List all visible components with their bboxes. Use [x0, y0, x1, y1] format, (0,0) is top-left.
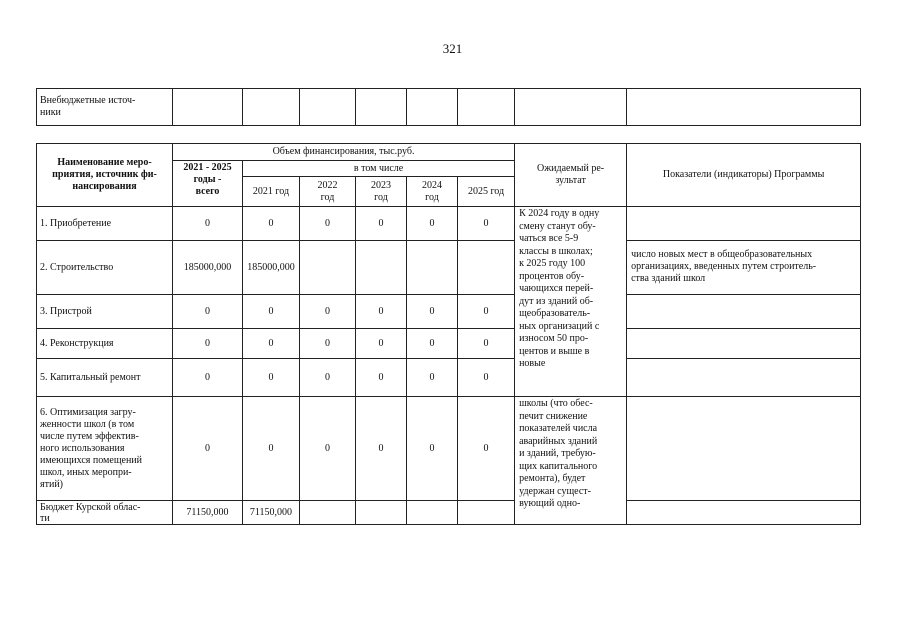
row-2025: 0: [458, 397, 515, 501]
row-2025: 0: [458, 329, 515, 359]
row-name: 4. Реконструкция: [37, 329, 173, 359]
extrabudgetary-label: Внебюджетные источ- ники: [37, 89, 173, 126]
header-2021: 2021 год: [243, 177, 300, 207]
indicator-cell-5: [627, 359, 861, 397]
row-2024: 0: [407, 329, 458, 359]
row-2023: [356, 241, 407, 295]
top-cell-2024: [407, 89, 458, 126]
row-2022: 0: [300, 295, 356, 329]
financing-table: [36, 143, 861, 525]
header-2022: 2022 год: [300, 177, 356, 207]
row-2022: 0: [300, 207, 356, 241]
page-number: 321: [442, 41, 463, 56]
row-2021: 0: [243, 329, 300, 359]
row-2021: 185000,000: [243, 241, 300, 295]
row-2024: [407, 241, 458, 295]
table-row: [37, 501, 861, 525]
header-2024: 2024 год: [407, 177, 458, 207]
row-2024: [407, 501, 458, 525]
row-2024: 0: [407, 207, 458, 241]
row-2021: 0: [243, 295, 300, 329]
row-total: 0: [173, 207, 243, 241]
indicator-cell-3: [627, 295, 861, 329]
indicator-new-places: число новых мест в общеобразовательных организациях, введенных путем строитель- ства зданий школ: [627, 241, 861, 295]
row-name: Бюджет Курской облас- ти: [37, 501, 173, 525]
row-2022: 0: [300, 329, 356, 359]
row-name: 1. Приобретение: [37, 207, 173, 241]
row-2023: 0: [356, 397, 407, 501]
row-2022: 0: [300, 397, 356, 501]
table-row: [37, 359, 861, 397]
indicator-cell-4: [627, 329, 861, 359]
row-name: 2. Строительство: [37, 241, 173, 295]
row-2023: 0: [356, 359, 407, 397]
table-row: [37, 295, 861, 329]
indicator-cell-7: [627, 501, 861, 525]
top-cell-2021: [243, 89, 300, 126]
header-2023: 2023 год: [356, 177, 407, 207]
row-total: 185000,000: [173, 241, 243, 295]
row-2025: 0: [458, 359, 515, 397]
row-2021: 0: [243, 359, 300, 397]
header-expected: Ожидаемый ре- зультат: [515, 144, 627, 207]
row-2025: 0: [458, 207, 515, 241]
header-indicators: Показатели (индикаторы) Программы: [627, 144, 861, 207]
top-cell-total: [173, 89, 243, 126]
row-2024: 0: [407, 295, 458, 329]
row-2023: 0: [356, 329, 407, 359]
top-cell-2023: [356, 89, 407, 126]
table-row: [37, 241, 861, 295]
table-row: [37, 207, 861, 241]
top-cell-2022: [300, 89, 356, 126]
header-2025: 2025 год: [458, 177, 515, 207]
row-2021: 0: [243, 207, 300, 241]
row-name: 6. Оптимизация загру- женности школ (в том числе путем эффектив- ного использования имеющихся помещений школ, иных меропри- ятий): [37, 397, 173, 501]
header-including: в том числе: [243, 161, 515, 177]
row-total: 0: [173, 397, 243, 501]
row-2022: 0: [300, 359, 356, 397]
row-2021: 71150,000: [243, 501, 300, 525]
row-total: 0: [173, 359, 243, 397]
row-name: 3. Пристрой: [37, 295, 173, 329]
top-cell-2025: [458, 89, 515, 126]
row-total: 0: [173, 295, 243, 329]
row-2022: [300, 501, 356, 525]
top-cell-indicators: [627, 89, 861, 126]
row-2022: [300, 241, 356, 295]
expected-result-2: школы (что обес- печит снижение показателей числа аварийных зданий и зданий, требую- щих капитального ремонта), будет удержан сущест- вующий одно-: [515, 397, 627, 525]
row-2024: 0: [407, 397, 458, 501]
row-2025: 0: [458, 295, 515, 329]
row-2023: 0: [356, 295, 407, 329]
row-2025: [458, 501, 515, 525]
indicator-cell-1: [627, 207, 861, 241]
expected-result-1: К 2024 году в одну смену станут обу- чаться все 5-9 классы в школах; к 2025 году 100 процентов обу- чающихся перей- дут из зданий об- щеобразователь- ных организаций с износом 50 про- центов и выше в новые: [515, 207, 627, 397]
row-2025: [458, 241, 515, 295]
row-2023: [356, 501, 407, 525]
row-2024: 0: [407, 359, 458, 397]
header-total: 2021 - 2025 годы - всего: [173, 161, 243, 207]
table-row: [37, 329, 861, 359]
row-2021: 0: [243, 397, 300, 501]
row-name: 5. Капитальный ремонт: [37, 359, 173, 397]
row-2023: 0: [356, 207, 407, 241]
indicator-cell-6: [627, 397, 861, 501]
row-total: 71150,000: [173, 501, 243, 525]
table-row: [37, 397, 861, 501]
header-name: Наименование меро- приятия, источник фи- нансирования: [37, 144, 173, 207]
row-total: 0: [173, 329, 243, 359]
top-table: [36, 88, 861, 126]
header-financing: Объем финансирования, тыс.руб.: [173, 144, 515, 161]
top-cell-expected: [515, 89, 627, 126]
